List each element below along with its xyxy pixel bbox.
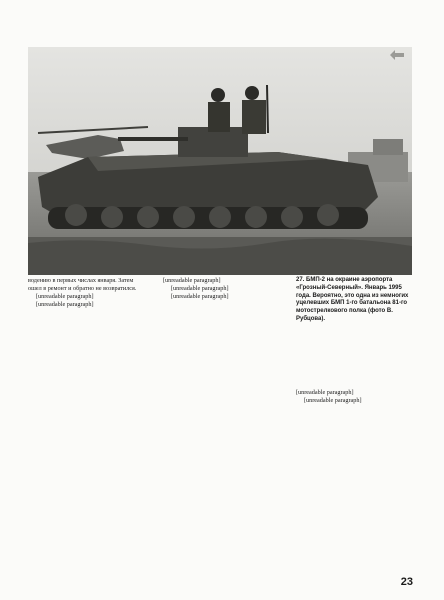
text-column-3 [296,277,414,405]
paragraph: [unreadable paragraph] [163,277,221,284]
paragraph: [unreadable paragraph] [36,293,94,301]
photo-caption: 27. БМП-2 на окраине аэропорта «Грозный-Северный». Январь 1995 года. Вероятно, это одна из немногих уцелевших БМП 1-го батальона 81-го мотострелкового полка (фото В. Рубцова). [296,277,409,322]
corner-ornament-icon [389,49,405,61]
paragraph: [unreadable paragraph] [171,293,229,301]
paragraph: водению в первых числах января. Затем ошел в ремонт и обратно не возвратился. [28,277,137,293]
paragraph: [unreadable paragraph] [296,389,354,396]
text-column-1 [28,277,153,309]
bmp-photo [28,47,412,275]
text-column-2 [163,277,285,301]
page-number: 23 [400,576,413,588]
paragraph: [unreadable paragraph] [36,301,94,309]
paragraph: [unreadable paragraph] [304,397,362,405]
paragraph: [unreadable paragraph] [171,285,229,293]
